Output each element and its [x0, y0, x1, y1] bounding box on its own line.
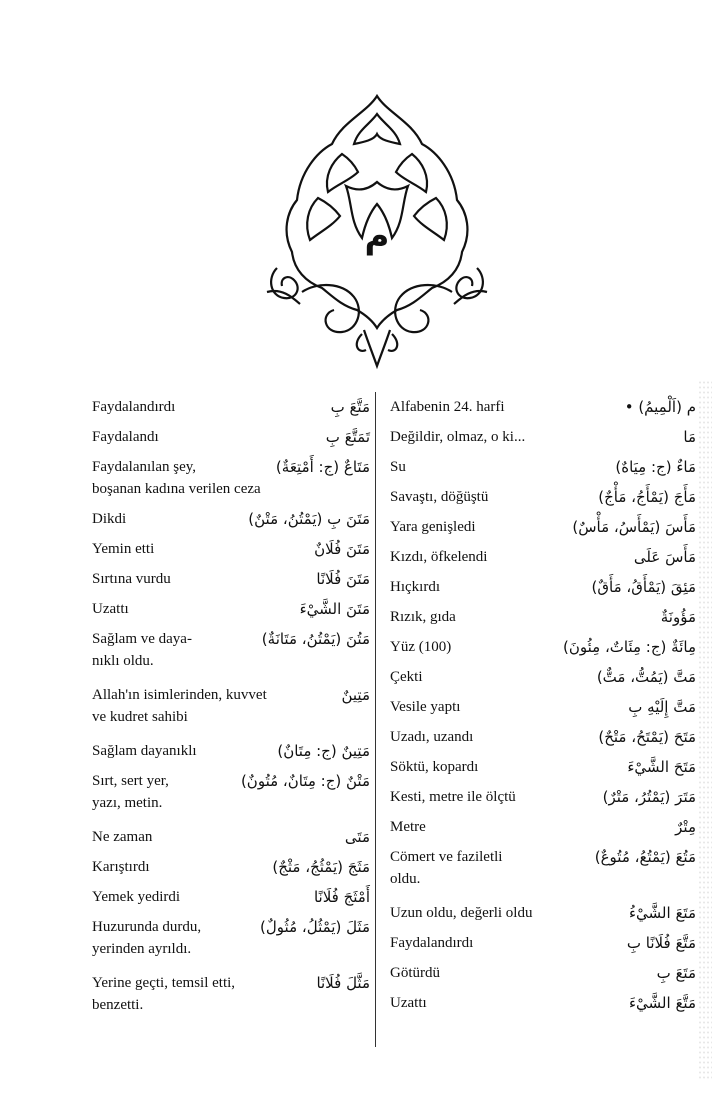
turkish-meaning: Huzurunda durdu,: [92, 919, 202, 935]
turkish-meaning-continued: oldu.: [390, 871, 421, 887]
dictionary-entry: [92, 452, 370, 504]
turkish-meaning: Sağlam dayanıklı: [92, 743, 197, 759]
dictionary-entry: [92, 564, 370, 594]
turkish-meaning: Ne zaman: [92, 829, 153, 845]
dictionary-entry: [92, 968, 370, 1024]
turkish-meaning: Yara genişledi: [390, 519, 476, 535]
dictionary-entry: [92, 504, 370, 534]
arabic-headword: مَتَى: [344, 828, 370, 846]
turkish-meaning: Hıçkırdı: [390, 579, 440, 595]
arabic-headword: مَتَرَ (يَمْتُرُ، مَتْرٌ): [602, 788, 696, 806]
turkish-meaning: Yüz (100): [390, 639, 452, 655]
turkish-meaning: Yerine geçti, temsil etti,: [92, 975, 236, 991]
dictionary-entry: [92, 912, 370, 968]
arabic-headword: مَتَّعَ فُلَانًا بِ: [626, 934, 696, 952]
arabic-headword: مَتَعَ الشَّيْءُ: [629, 904, 696, 922]
turkish-meaning: Su: [390, 459, 406, 475]
dictionary-entry: [92, 852, 370, 882]
scan-edge-noise: [698, 380, 712, 1080]
dictionary-entry: [92, 594, 370, 624]
dictionary-entry: [390, 392, 696, 422]
dictionary-entry: [390, 422, 696, 452]
turkish-meaning: Faydalandırdı: [92, 399, 176, 415]
turkish-meaning: Allah'ın isimlerinden, kuvvet: [92, 687, 267, 703]
arabic-headword: مَتَحَ الشَّيْءَ: [627, 758, 696, 776]
arabic-headword: مَؤُونَةٌ: [660, 608, 696, 626]
arabic-headword: مَتَّعَ بِ: [330, 398, 370, 416]
arabic-headword: مَثَجَ (يَمْثُجُ، مَثْجٌ): [272, 858, 370, 876]
turkish-meaning-continued: yerinden ayrıldı.: [92, 941, 192, 957]
arabic-headword: مَتَاعٌ (ج: أَمْتِعَةٌ): [275, 458, 370, 476]
turkish-meaning: Dikdi: [92, 511, 127, 527]
turkish-meaning-continued: boşanan kadına verilen ceza: [92, 481, 261, 497]
arabic-headword: مَتَنَ فُلَانًا: [316, 570, 370, 588]
turkish-meaning: Uzattı: [92, 601, 129, 617]
arabic-headword: مَا: [683, 428, 696, 446]
turkish-meaning: Yemek yedirdi: [92, 889, 181, 905]
arabic-headword: مِتْرٌ: [675, 818, 696, 836]
arabic-headword: مَتُعَ (يَمْتُعُ، مُتُوعٌ): [594, 848, 696, 866]
arabic-headword: مَئِقَ (يَمْأَقُ، مَأَقٌ): [591, 578, 696, 596]
turkish-meaning-continued: benzetti.: [92, 997, 144, 1013]
turkish-meaning: Karıştırdı: [92, 859, 150, 875]
turkish-meaning: Götürdü: [390, 965, 440, 981]
arabic-headword: مَتْنٌ (ج: مِتَانٌ، مُتُونٌ): [240, 772, 370, 790]
turkish-meaning: Alfabenin 24. harfi: [390, 399, 505, 415]
arabic-headword: مَتَنَ بِ (يَمْتُنُ، مَتْنٌ): [248, 510, 370, 528]
arabic-headword: مِائَةٌ (ج: مِئَاتٌ، مِئُونَ): [563, 638, 696, 656]
dictionary-entry: [390, 812, 696, 842]
dictionary-entry: [92, 882, 370, 912]
dictionary-entry: [390, 452, 696, 482]
dictionary-entry: [390, 722, 696, 752]
dictionary-entry: [390, 988, 696, 1018]
dictionary-entry: [92, 392, 370, 422]
turkish-meaning: Söktü, kopardı: [390, 759, 479, 775]
turkish-meaning: Faydalandırdı: [390, 935, 474, 951]
turkish-meaning: Cömert ve faziletli: [390, 849, 503, 865]
dictionary-entry: [390, 632, 696, 662]
arabic-headword: مَثَّلَ فُلَانًا: [316, 974, 370, 992]
dictionary-entry: [390, 958, 696, 988]
turkish-meaning: Uzattı: [390, 995, 427, 1011]
dictionary-entry: [92, 624, 370, 680]
dictionary-entry: [390, 752, 696, 782]
turkish-meaning: Sırt, sert yer,: [92, 773, 169, 789]
dictionary-entry: [92, 534, 370, 564]
dictionary-entry: [390, 842, 696, 898]
header-letter: م: [364, 216, 390, 256]
turkish-meaning: Rızık, gıda: [390, 609, 456, 625]
arabic-headword: مَتُنَ (يَمْتُنُ، مَتَانَةٌ): [261, 630, 370, 648]
turkish-meaning: Değildir, olmaz, o ki...: [390, 429, 526, 445]
turkish-meaning: Savaştı, döğüştü: [390, 489, 489, 505]
arabic-headword: مَتَنَ الشَّيْءَ: [299, 600, 370, 618]
arabic-headword: مَتَنَ فُلَانٌ: [314, 540, 370, 558]
turkish-meaning: Uzadı, uzandı: [390, 729, 474, 745]
dictionary-entry: [390, 572, 696, 602]
arabic-headword: تَمَتَّعَ بِ: [325, 428, 370, 446]
turkish-meaning: Metre: [390, 819, 426, 835]
dictionary-entry: [92, 766, 370, 822]
arabic-headword: أَمْثَجَ فُلَانًا: [313, 888, 370, 906]
turkish-meaning: Faydalandı: [92, 429, 159, 445]
arabic-headword: مَأَجَ (يَمْأَجُ، مَأْجٌ): [598, 488, 696, 506]
arabic-headword: م (اَلْمِيمُ) •: [624, 398, 696, 416]
arabic-headword: مَتَحَ (يَمْتَحُ، مَتْحٌ): [598, 728, 696, 746]
arabic-headword: مَتَّ (يَمُتُّ، مَتٌّ): [596, 668, 696, 686]
arabic-headword: مَاءٌ (ج: مِيَاهٌ): [615, 458, 696, 476]
turkish-meaning: Uzun oldu, değerli oldu: [390, 905, 533, 921]
dictionary-entry: [390, 482, 696, 512]
turkish-meaning: Kızdı, öfkelendi: [390, 549, 488, 565]
turkish-meaning-continued: yazı, metin.: [92, 795, 163, 811]
dictionary-entry: [390, 898, 696, 928]
turkish-meaning: Yemin etti: [92, 541, 155, 557]
turkish-meaning: Faydalanılan şey,: [92, 459, 196, 475]
dictionary-entry: [390, 928, 696, 958]
dictionary-entry: [390, 602, 696, 632]
column-divider: [375, 392, 376, 1047]
arabic-headword: مَأَسَ عَلَى: [633, 548, 696, 566]
right-column: [390, 392, 696, 1018]
left-column: [92, 392, 370, 1024]
dictionary-entry: [390, 662, 696, 692]
dictionary-entry: [390, 512, 696, 542]
turkish-meaning: Çekti: [390, 669, 423, 685]
turkish-meaning: Sağlam ve daya-: [92, 631, 192, 647]
dictionary-entry: [92, 680, 370, 736]
ornament-frame: [262, 92, 492, 370]
turkish-meaning: Sırtına vurdu: [92, 571, 171, 587]
dictionary-entry: [92, 822, 370, 852]
dictionary-entry: [390, 782, 696, 812]
arabic-headword: مَتِينٌ (ج: مِتَانٌ): [277, 742, 370, 760]
turkish-meaning-continued: nıklı oldu.: [92, 653, 154, 669]
turkish-meaning: Kesti, metre ile ölçtü: [390, 789, 516, 805]
turkish-meaning: Vesile yaptı: [390, 699, 461, 715]
dictionary-entry: [390, 692, 696, 722]
dictionary-entry: [92, 422, 370, 452]
turkish-meaning-continued: ve kudret sahibi: [92, 709, 188, 725]
arabic-headword: مَثَلَ (يَمْثُلُ، مُثُولٌ): [260, 918, 370, 936]
arabic-headword: مَتَّ إِلَيْهِ بِ: [628, 698, 696, 716]
arabic-headword: مَأَسَ (يَمْأَسُ، مَأْسٌ): [572, 518, 696, 536]
arabic-headword: مَتَعَ بِ: [656, 964, 696, 982]
arabic-headword: مَتِينٌ: [341, 686, 370, 704]
dictionary-entry: [390, 542, 696, 572]
dictionary-entry: [92, 736, 370, 766]
arabic-headword: مَتَّعَ الشَّيْءَ: [629, 994, 696, 1012]
